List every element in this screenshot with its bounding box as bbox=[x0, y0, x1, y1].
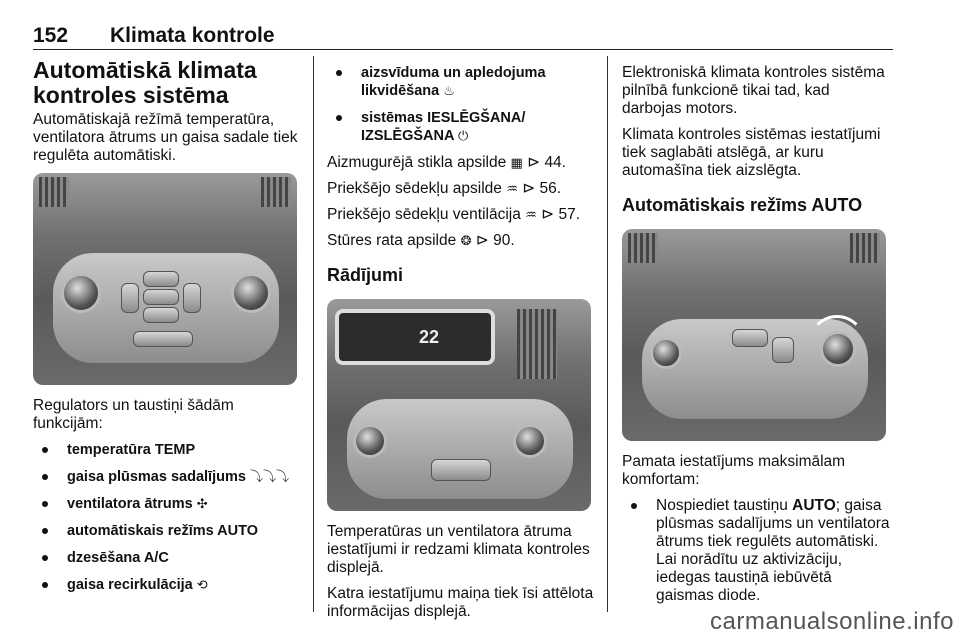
vent-grille bbox=[261, 177, 291, 207]
airflow-button bbox=[143, 307, 179, 323]
function-list bbox=[33, 441, 303, 594]
list-item: temperatūra TEMP bbox=[33, 441, 303, 459]
display-photo bbox=[327, 299, 591, 511]
temp-knob-right bbox=[513, 424, 547, 458]
column-1 bbox=[33, 58, 303, 603]
cross-reference: Priekšējo sēdekļu ventilācija ♒ ⊳ 57. bbox=[327, 206, 581, 223]
list-item: automātiskais režīms AUTO bbox=[33, 522, 303, 540]
auto-button bbox=[772, 337, 794, 363]
section-heading-auto: Automātiskais režīms AUTO bbox=[622, 195, 863, 215]
column-divider bbox=[313, 56, 314, 612]
temp-knob-right bbox=[820, 331, 856, 367]
temp-knob-left bbox=[650, 337, 682, 369]
column-divider bbox=[607, 56, 608, 612]
vent-grille bbox=[628, 233, 658, 263]
temp-knob-right bbox=[231, 273, 271, 313]
reference-arrow-icon: ⊳ bbox=[522, 180, 536, 197]
paragraph: Elektroniskā klimata kontroles sistēma pilnībā funkcionē tikai tad, kad darbojas motors. bbox=[622, 64, 885, 117]
cross-reference: Priekšējo sēdekļu apsilde ♒ ⊳ 56. bbox=[327, 180, 562, 197]
column-3 bbox=[622, 64, 892, 614]
airflow-icons: ⤵⤵⤵ bbox=[249, 469, 289, 484]
reference-arrow-icon: ⊳ bbox=[475, 232, 489, 249]
rear-window-heat-icon: ▦ bbox=[510, 155, 523, 170]
cross-reference: Aizmugurējā stikla apsilde ▦ ⊳ 44. bbox=[327, 154, 566, 171]
temp-knob-left bbox=[61, 273, 101, 313]
list-item: gaisa recirkulācija ⟲ bbox=[33, 576, 303, 594]
section-title: Automātiskā klimata kontroles sistēma bbox=[33, 57, 257, 108]
climate-panel-photo bbox=[33, 173, 297, 385]
defrost-icon: ♨ bbox=[443, 83, 455, 98]
fan-button bbox=[121, 283, 139, 313]
intro-paragraph: Automātiskajā režīmā temperatūra, ventilatora ātrums un gaisa sadale tiek regulēta automātiski. bbox=[33, 111, 298, 164]
airflow-button bbox=[732, 329, 768, 347]
power-icon: ⏻ bbox=[457, 128, 469, 143]
vent-grille bbox=[39, 177, 69, 207]
temp-knob-left bbox=[353, 424, 387, 458]
section-heading-displays: Rādījumi bbox=[327, 265, 404, 285]
display-paragraph: Temperatūras un ventilatora ātruma iestatījumi ir redzami klimata kontroles displejā. bbox=[327, 523, 590, 576]
vent-grille bbox=[517, 309, 557, 379]
reference-arrow-icon: ⊳ bbox=[527, 154, 541, 171]
paragraph: Pamata iestatījums maksimālam komfortam: bbox=[622, 453, 846, 488]
column-2 bbox=[327, 64, 595, 629]
display-paragraph: Katra iestatījumu maiņa tiek īsi attēlota informācijas displejā. bbox=[327, 585, 594, 620]
page-header bbox=[33, 24, 893, 50]
watermark: carmanualsonline.info bbox=[710, 608, 954, 635]
vent-grille bbox=[850, 233, 880, 263]
fan-icon: ✣ bbox=[196, 496, 208, 511]
list-item: sistēmas IESLĒGŠANA/ IZSLĒGŠANA ⏻ bbox=[327, 109, 595, 145]
seat-heat-icon: ♒ bbox=[506, 181, 518, 196]
list-item: ventilatora ātrums ✣ bbox=[33, 495, 303, 513]
airflow-button bbox=[143, 289, 179, 305]
climate-display: 22 bbox=[335, 309, 495, 365]
page-number: 152 bbox=[33, 24, 69, 47]
display-button bbox=[431, 459, 491, 481]
list-item: gaisa plūsmas sadalījums ⤵⤵⤵ bbox=[33, 468, 303, 486]
ac-recirc-buttons bbox=[133, 331, 193, 347]
auto-list bbox=[622, 497, 892, 605]
auto-mode-photo bbox=[622, 229, 886, 441]
cross-reference: Stūres rata apsilde ❂ ⊳ 90. bbox=[327, 232, 515, 249]
seat-vent-icon: ♒ bbox=[525, 207, 537, 222]
list-item: Nospiediet taustiņu AUTO; gaisa plūsmas sadalījums un ventilatora ātrums tiek regulēts automātiski. Lai norādītu uz aktivizāciju, iedegas taustiņā iebūvētā gaismas diode. bbox=[622, 497, 892, 605]
recirculation-icon: ⟲ bbox=[196, 577, 208, 592]
paragraph: Klimata kontroles sistēmas iestatījumi tiek saglabāti atslēgā, ar kuru automašīna tiek aizslēgta. bbox=[622, 126, 881, 179]
steering-heat-icon: ❂ bbox=[460, 233, 472, 248]
function-list-continued bbox=[327, 64, 595, 145]
reference-arrow-icon: ⊳ bbox=[541, 206, 555, 223]
controls-intro: Regulators un taustiņi šādām funkcijām: bbox=[33, 397, 234, 432]
airflow-button bbox=[143, 271, 179, 287]
auto-button bbox=[183, 283, 201, 313]
list-item: dzesēšana A/C bbox=[33, 549, 303, 567]
list-item: aizsvīduma un apledojuma likvidēšana ♨ bbox=[327, 64, 595, 100]
chapter-title: Klimata kontrole bbox=[110, 24, 275, 47]
